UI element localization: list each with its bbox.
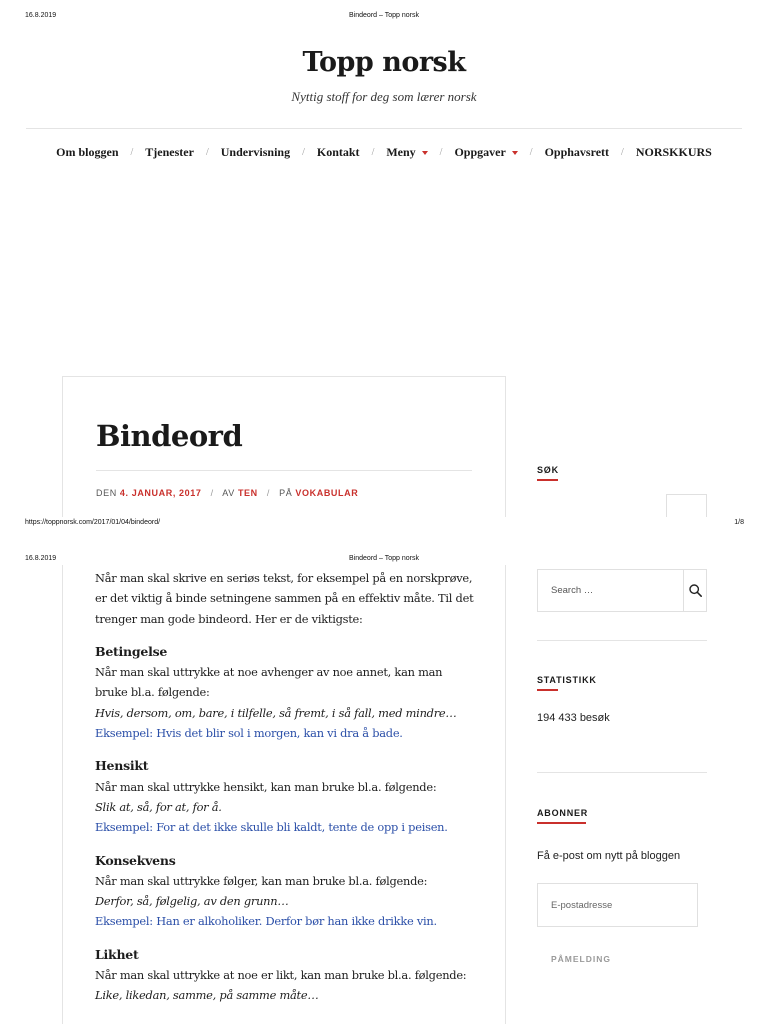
caret-down-icon: [512, 151, 518, 155]
print-title: Bindeord – Topp norsk: [349, 555, 419, 562]
nav-separator: /: [621, 147, 624, 158]
post-meta: DEN 4. JANUAR, 2017 / AV TEN / PÅ VOKABULAR: [96, 488, 359, 498]
title-divider: [96, 470, 472, 471]
section-heading: Betingelse: [95, 643, 168, 659]
section-heading: Likhet: [95, 946, 139, 962]
nav-item-opphavsrett[interactable]: Opphavsrett: [544, 145, 610, 159]
email-form: [537, 883, 698, 927]
post-date-link[interactable]: 4. JANUAR, 2017: [119, 488, 202, 498]
site-title[interactable]: Topp norsk: [302, 47, 466, 78]
post-category-link[interactable]: VOKABULAR: [295, 488, 359, 498]
nav-separator: /: [205, 147, 209, 158]
section-konsekvens: Konsekvens Når man skal uttrykke følger, kan man bruke bl.a. følgende: Derfor, så, følgelig, av den grunn… Eksempel: Han er alkoholiker. Derfor bør han ikke drikke vin.: [95, 852, 437, 929]
nav-item-om-bloggen[interactable]: Om bloggen: [56, 145, 119, 159]
nav-item-meny[interactable]: Meny: [386, 145, 427, 160]
nav-item-oppgaver[interactable]: Oppgaver: [454, 145, 517, 160]
site-description: Nyttig stoff for deg som lærer norsk: [291, 89, 477, 104]
nav-separator: /: [439, 147, 443, 158]
page-break: [0, 517, 768, 562]
nav-item-kontakt[interactable]: Kontakt: [316, 145, 360, 159]
search-button[interactable]: [683, 570, 706, 611]
nav-item-undervisning[interactable]: Undervisning: [220, 145, 291, 159]
post-content: [95, 568, 475, 1019]
nav-separator: /: [529, 147, 533, 158]
print-url: https://toppnorsk.com/2017/01/04/bindeord/: [25, 519, 161, 526]
post-author-link[interactable]: TEN: [237, 488, 258, 498]
subscribe-description: Få e-post om nytt på bloggen: [537, 850, 681, 862]
subscribe-title-underline: [537, 822, 586, 824]
print-date: 16.8.2019: [25, 12, 57, 19]
section-betingelse: Betingelse Når man skal uttrykke at noe avhenger av noe annet, kan man bruke bl.a. følgende: Hvis, dersom, om, bare, i tilfelle, så fremt, i så fall, med mindre… Eksempel: Hvis det blir sol i morgen, kan vi dra å bade.: [95, 643, 457, 741]
visit-count: 194 433 besøk: [537, 712, 610, 724]
stats-widget-title: STATISTIKK: [537, 675, 597, 685]
caret-down-icon: [422, 151, 428, 155]
print-date: 16.8.2019: [25, 555, 57, 562]
section-heading: Konsekvens: [95, 852, 176, 868]
stats-title-underline: [537, 689, 558, 691]
search-form: [537, 569, 707, 612]
example-text: Eksempel: Han er alkoholiker. Derfor bør han ikke drikke vin.: [95, 914, 437, 929]
nav-separator: /: [302, 147, 305, 158]
nav-item-tjenester[interactable]: Tjenester: [145, 145, 194, 159]
header-divider: [26, 128, 742, 129]
search-widget-title: SØK: [537, 465, 559, 475]
search-button-top: [666, 494, 707, 517]
search-title-underline: [537, 479, 558, 481]
subscribe-widget-title: ABONNER: [537, 808, 589, 818]
post-title: Bindeord: [96, 419, 243, 453]
section-heading: Hensikt: [95, 758, 149, 774]
example-text: Eksempel: Hvis det blir sol i morgen, kan vi dra å bade.: [95, 726, 403, 741]
search-input[interactable]: [538, 570, 683, 611]
nav-separator: /: [371, 147, 375, 158]
nav-separator: /: [130, 147, 134, 158]
print-page-number: 1/8: [734, 519, 744, 526]
subscribe-button[interactable]: PÅMELDING: [551, 954, 611, 964]
main-nav: [0, 145, 768, 160]
search-icon: [689, 584, 702, 597]
nav-item-norskkurs[interactable]: NORSKKURS: [635, 145, 712, 159]
sidebar-divider: [537, 772, 707, 773]
sidebar-divider: [537, 640, 707, 641]
section-likhet: Likhet Når man skal uttrykke at noe er likt, kan man bruke bl.a. følgende: Like, likedan, samme, på samme måte…: [95, 946, 467, 1003]
post-intro: Når man skal skrive en seriøs tekst, for eksempel på en norskprøve, er det viktig å binde setningene sammen på en effektiv måte. Til det trenger man gode bindeord. Her er de viktigste:: [95, 571, 474, 626]
email-input[interactable]: [538, 884, 697, 926]
section-hensikt: Hensikt Når man skal uttrykke hensikt, kan man bruke bl.a. følgende: Slik at, så, for at, for å. Eksempel: For at det ikke skulle bli kaldt, tente de opp i peisen.: [95, 758, 448, 835]
example-text: Eksempel: For at det ikke skulle bli kaldt, tente de opp i peisen.: [95, 820, 448, 835]
print-title: Bindeord – Topp norsk: [349, 12, 419, 19]
